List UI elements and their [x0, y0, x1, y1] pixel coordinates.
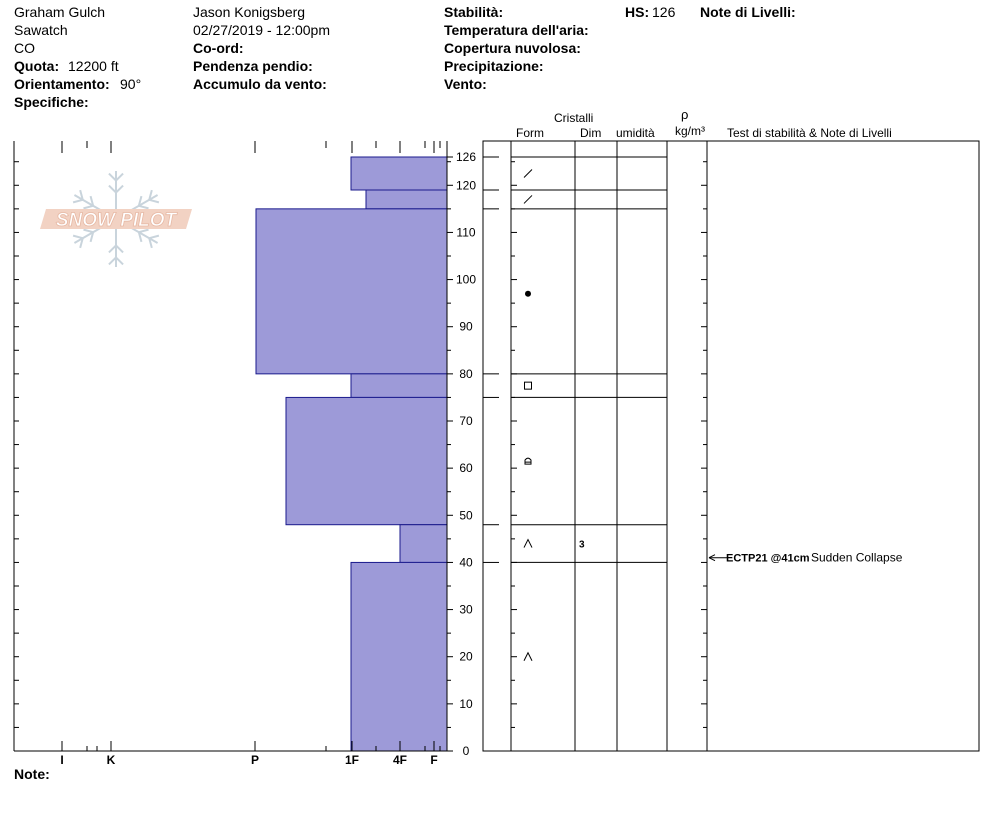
table-frame [483, 141, 979, 751]
depth-tick-label: 0 [462, 744, 470, 758]
hardness-label: K [106, 753, 116, 767]
depth-tick-label: 120 [455, 178, 477, 193]
form-symbol [525, 458, 531, 464]
hs-label: HS: [625, 4, 650, 20]
precipitation-label: Precipitazione: [444, 58, 544, 74]
depth-tick-label: 100 [455, 272, 477, 287]
hardness-label: 1F [344, 753, 360, 767]
stability-label: Stabilità: [444, 4, 504, 20]
hardness-bar [366, 190, 447, 209]
coord-label: Co-ord: [193, 40, 244, 56]
layer-notes-label: Note di Livelli: [700, 4, 796, 20]
depth-tick-label: 50 [459, 508, 473, 523]
notes-label: Note: [14, 766, 50, 782]
test-note: Sudden Collapse [811, 550, 903, 565]
form-symbol [525, 382, 532, 389]
air-temp-label: Temperatura dell'aria: [444, 22, 589, 38]
snowflake-branch [73, 236, 83, 239]
depth-tick-label: 60 [459, 461, 473, 476]
hardness-bar [400, 525, 447, 563]
elevation-label: Quota: [14, 58, 60, 74]
hardness-label: 4F [392, 753, 408, 767]
snowflake-branch [109, 245, 116, 252]
snowflake-branch [109, 257, 116, 264]
snowflake-branch [109, 186, 116, 193]
logo-text: SNOW PILOT [55, 210, 177, 231]
snowflake-branch [116, 245, 123, 252]
snowflake-branch [116, 257, 123, 264]
aspect-value: 90° [120, 76, 142, 92]
hardness-bar [256, 209, 447, 374]
elevation-value: 12200 ft [68, 58, 119, 74]
depth-tick-label: 70 [459, 414, 473, 428]
depth-tick-label: 40 [459, 555, 473, 570]
hardness-layers [256, 157, 447, 751]
tests-header: Test di stabilità & Note di Livelli [727, 126, 892, 140]
depth-tick-label: 80 [459, 366, 473, 381]
aspect-label: Orientamento: [14, 76, 110, 92]
moisture-header: umidità [616, 126, 655, 140]
depth-tick-label: 10 [459, 696, 473, 711]
snowflake-branch [83, 206, 93, 209]
cloud-cover-label: Copertura nuvolosa: [444, 40, 581, 56]
size-header: Dim [580, 126, 602, 140]
snowflake-branch [149, 200, 159, 203]
form-symbol [525, 291, 531, 297]
hardness-bar [351, 374, 447, 398]
crystal-table [483, 141, 979, 751]
form-header: Form [516, 126, 544, 140]
form-symbol [524, 170, 532, 178]
form-symbol [524, 540, 532, 548]
size-value: 3 [579, 539, 585, 551]
location: Graham Gulch [14, 4, 106, 20]
depth-tick-label: 30 [459, 602, 473, 617]
depth-tick-label: 90 [459, 319, 473, 334]
snowflake-branch [109, 174, 116, 181]
density-unit-header: kg/m³ [675, 124, 705, 138]
snowflake-branch [149, 236, 159, 239]
hardness-bar [351, 157, 447, 190]
specifics-label: Specifiche: [14, 94, 89, 110]
hardness-bar [351, 562, 447, 751]
hardness-bar [286, 397, 447, 524]
wind-label: Vento: [444, 76, 487, 92]
range: Sawatch [14, 22, 68, 38]
wind-loading-label: Accumulo da vento: [193, 76, 327, 92]
snowflake-branch [73, 200, 83, 203]
datetime: 02/27/2019 - 12:00pm [193, 22, 330, 38]
snowflake-branch [139, 206, 149, 209]
depth-tick-label: 20 [459, 649, 473, 664]
hardness-label: F [430, 753, 438, 767]
observer: Jason Konigsberg [193, 4, 306, 20]
form-symbol [524, 195, 532, 203]
depth-tick-label: 126 [455, 150, 477, 164]
crystals-header: Cristalli [554, 111, 594, 125]
depth-tick-label: 110 [456, 225, 476, 240]
slope-label: Pendenza pendio: [193, 58, 313, 74]
state: CO [14, 40, 35, 56]
snowflake-branch [116, 186, 123, 193]
rho-header: ρ [681, 107, 689, 122]
snowflake-branch [116, 174, 123, 181]
snowpilot-logo [40, 171, 192, 267]
hardness-label: I [60, 753, 64, 767]
form-symbol [524, 653, 532, 661]
test-code: ECTP21 @41cm [726, 552, 810, 565]
hs-value: 126 [652, 4, 676, 20]
hardness-label: P [250, 753, 260, 767]
